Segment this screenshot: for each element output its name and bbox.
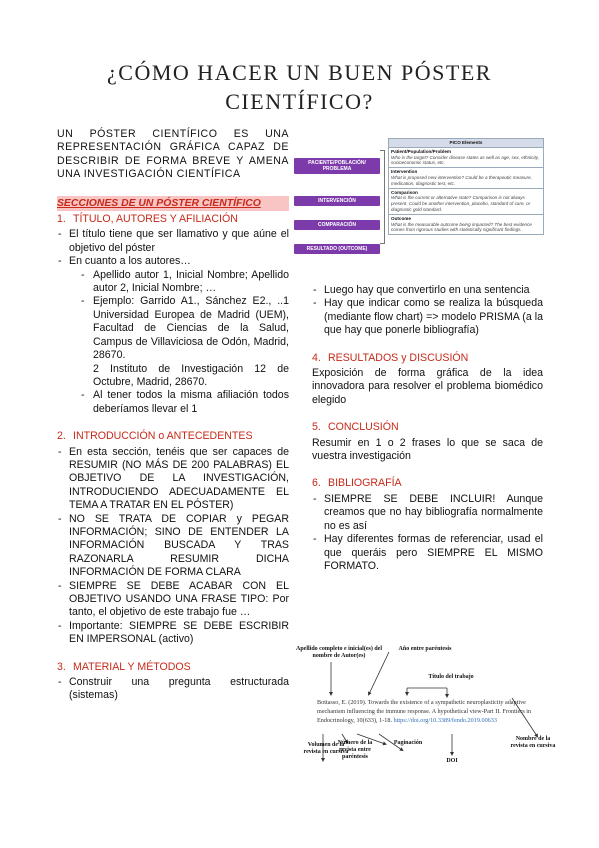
section-number: 3. (57, 660, 66, 673)
section-title: BIBLIOGRAFÍA (328, 477, 402, 490)
label-pages: Paginación (393, 740, 423, 746)
section-3-list (57, 676, 289, 703)
pico-desc: What is the measurable outcome being impacted? The best evidence comes from rigorous studies with statistically significant findings. (391, 221, 532, 233)
sections-banner: SECCIONES DE UN PÓSTER CIENTÍFICO (57, 196, 289, 211)
list-item: - SIEMPRE SE DEBE INCLUIR! Aunque creamos que no hay bibliografía normalmente no es así (312, 493, 543, 533)
section-1-list (57, 228, 289, 362)
section-number: 1. (57, 213, 66, 226)
pico-pill-comparison: COMPARACIÓN (294, 220, 380, 230)
list-item: - En cuanto a los autores… (57, 255, 289, 268)
affiliation-2: 2 Instituto de Investigación 12 de Octubre, Madrid, 28670. (93, 362, 289, 388)
sub-list-item: - Al tener todos la misma afiliación todos deberíamos llevar el 1 (57, 389, 289, 416)
pico-term: Comparison (391, 189, 418, 195)
table-row (389, 147, 543, 167)
doi-link[interactable]: https://doi.org/10.3389/fendo.2019.00633 (393, 717, 497, 724)
section-4-text: Exposición de forma gráfica de la idea innovadora para resolver el problema biomédico elegido (312, 367, 543, 406)
list-item: - En esta sección, tenéis que ser capaces de RESUMIR (NO MÁS DE 200 PALABRAS) EL OBJETIVO DE LA INVESTIGACIÓN, INTRODUCIENDO ADECUADAMENTE EL TEMA A TRATAR EN EL PÓSTER) (57, 446, 289, 513)
section-5-heading (312, 421, 543, 434)
list-item: - Hay que indicar como se realiza la búsqueda (mediante flow chart) => modelo PRISMA (a la que hay que ponerle bibliografía) (312, 297, 543, 337)
pico-desc: What is the current or alternative state? Comparison is not always present. Could be another intervention, placebo, standard of care, or diagnostic gold standard. (391, 195, 531, 212)
right-column (312, 284, 543, 573)
section-3-heading (57, 661, 289, 674)
section-title: CONCLUSIÓN (328, 421, 399, 434)
section-title: MATERIAL Y MÉTODOS (73, 660, 191, 673)
pico-pill-patient: PACIENTE/POBLACIÓN/ PROBLEMA (294, 158, 380, 174)
section-2-heading (57, 430, 289, 443)
sub-list-item: - Apellido autor 1, Inicial Nombre; Apellido autor 2, Inicial Nombre; … (57, 269, 289, 296)
section-number: 2. (57, 430, 66, 443)
section-number: 6. (312, 477, 321, 490)
title-line-1: ¿CÓMO HACER UN BUEN PÓSTER (107, 60, 492, 85)
pico-term: Patient/Population/Problem (391, 148, 451, 154)
section-5-text: Resumir en 1 o 2 frases lo que se saca de vuestra investigación (312, 436, 543, 463)
section-2-list (57, 446, 289, 647)
section-4-heading (312, 352, 543, 365)
table-row (389, 214, 543, 234)
pico-desc: Who is the target? Consider disease states as well as age, sex, ethnicity, socioeconomic status, etc. (391, 154, 540, 166)
pico-bracket (380, 150, 385, 244)
title-line-2: CIENTÍFICO? (225, 89, 374, 114)
citation-figure (287, 632, 559, 782)
pico-table (388, 138, 544, 235)
section-title: TÍTULO, AUTORES Y AFILIACIÓN (73, 213, 238, 226)
list-item: - Construir una pregunta estructurada (sistemas) (57, 676, 289, 703)
list-item: - Hay diferentes formas de referenciar, usad el que queráis pero SIEMPRE EL MISMO FORMATO. (312, 533, 543, 573)
table-row (389, 167, 543, 187)
ref-line: mechanism influencing the immune response. A hypothetical view-Part II. Frontiers in (317, 708, 532, 715)
page-title (0, 58, 599, 116)
sub-list-item: - Ejemplo: Garrido A1., Sánchez E2., ..1 Universidad Europea de Madrid (UEM), Facultad de Ciencias de la Salud, Campus de Villaviciosa de Odón, Madrid, 28670. (57, 295, 289, 362)
label-volume: Volumen de la revista en cursiva (303, 742, 349, 755)
table-row (389, 188, 543, 214)
pico-figure (289, 130, 547, 280)
pico-term: Intervention (391, 169, 418, 175)
pico-pill-intervention: INTERVENCIÓN (294, 196, 380, 206)
section-1-heading (57, 213, 289, 226)
ref-line (317, 716, 547, 725)
list-item: - Luego hay que convertirlo en una sentencia (312, 284, 543, 297)
ref-text: Endocrinology, 10(633), 1-18. (317, 717, 394, 724)
list-item: - El título tiene que ser llamativo y que aúne el objetivo del póster (57, 228, 289, 255)
intro-paragraph: UN PÓSTER CIENTÍFICO ES UNA REPRESENTACIÓN GRÁFICA CAPAZ DE DESCRIBIR DE FORMA BREVE Y AMENA UNA INVESTIGACIÓN CIENTÍFICA (57, 128, 289, 181)
list-item: - Importante: SIEMPRE SE DEBE ESCRIBIR EN IMPERSONAL (activo) (57, 620, 289, 647)
section-3-list-cont (312, 284, 543, 338)
pico-desc: What is proposed new intervention? Could be a therapeutic measure, medication, diagnostic test, etc. (391, 174, 532, 186)
section-title: RESULTADOS y DISCUSIÓN (328, 351, 469, 364)
label-number: Número de la revista entre paréntesis (337, 740, 373, 760)
list-item: - NO SE TRATA DE COPIAR y PEGAR INFORMACIÓN; SINO DE ENTENDER LA INFORMACIÓN BUSCADA Y TRAS RAZONARLA RESUMIR DICHA INFORMACIÓN DE FORMA CLARA (57, 513, 289, 580)
section-number: 5. (312, 421, 321, 434)
left-column (57, 128, 289, 703)
pico-table-header: PICO Elements (389, 139, 543, 147)
ref-line: Bottasso, E. (2019). Towards the existence of a sympathetic neuroplasticity adaptive (317, 699, 526, 706)
section-number: 4. (312, 351, 321, 364)
list-item: - SIEMPRE SE DEBE ACABAR CON EL OBJETIVO USANDO UNA FRASE TIPO: Por tanto, el objetivo de este trabajo fue … (57, 580, 289, 620)
section-6-heading (312, 477, 543, 490)
pico-pill-outcome: RESULTADO (OUTCOME) (294, 244, 380, 254)
section-title: INTRODUCCIÓN o ANTECEDENTES (73, 430, 253, 443)
label-journal: Nombre de la revista en cursiva (510, 736, 556, 749)
pico-term: Outcome (391, 215, 411, 221)
label-doi: DOI (446, 758, 458, 764)
section-6-list (312, 493, 543, 573)
label-authors: Apellido completo e inicial(es) del nombre de Autor(es) (296, 646, 382, 659)
label-year: Año entre paréntesis (398, 646, 452, 652)
reference-example (317, 698, 547, 725)
label-title: Título del trabajo (428, 674, 474, 680)
